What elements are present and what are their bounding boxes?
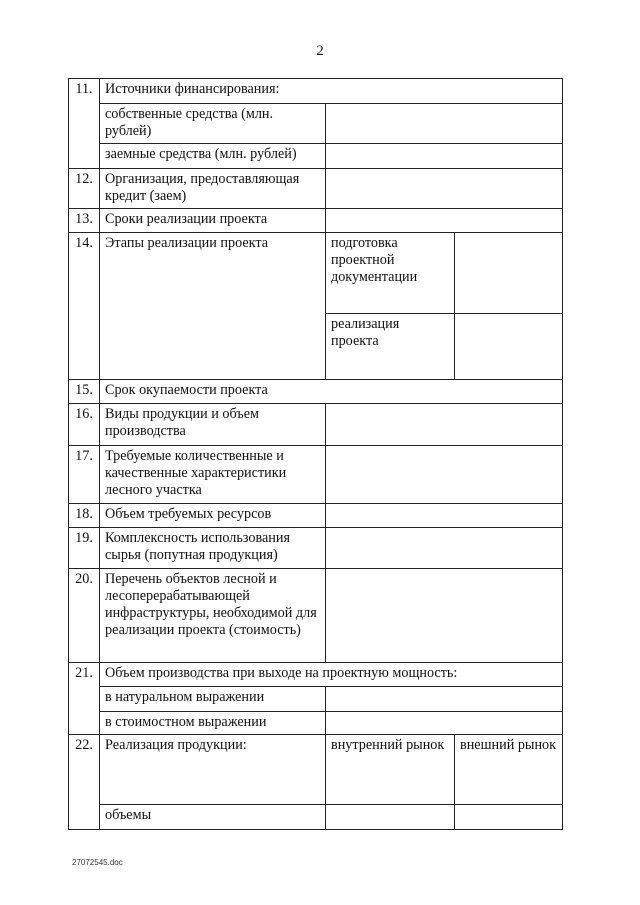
sub-label: объемы (100, 805, 326, 830)
sub-label: в стоимостном выражении (100, 712, 326, 735)
row-16 (69, 404, 563, 446)
row-number: 14. (69, 233, 100, 380)
value-cell[interactable] (326, 144, 563, 169)
value-cell[interactable] (326, 104, 563, 144)
sub-label: в натуральном выражении (100, 687, 326, 712)
row-label: Реализация продукции: (100, 735, 326, 805)
row-11-own-funds (69, 104, 563, 144)
row-17 (69, 446, 563, 504)
row-18 (69, 504, 563, 528)
row-14 (69, 233, 563, 314)
row-22 (69, 735, 563, 805)
sub-label: собственные средства (млн. рублей) (100, 104, 326, 144)
value-cell[interactable] (326, 687, 563, 712)
value-cell[interactable] (326, 446, 563, 504)
file-code: 27072545.doc (72, 858, 123, 867)
row-number: 22. (69, 735, 100, 830)
row-number: 15. (69, 380, 100, 404)
value-cell[interactable] (326, 712, 563, 735)
row-label: Перечень объектов лесной и лесоперерабатывающей инфраструктуры, необходимой для реализации проекта (стоимость) (100, 569, 326, 663)
row-13 (69, 209, 563, 233)
row-label: Сроки реализации проекта (100, 209, 326, 233)
row-12 (69, 169, 563, 209)
row-22-volumes (69, 805, 563, 830)
row-21-natural (69, 687, 563, 712)
row-number: 18. (69, 504, 100, 528)
page-number: 2 (316, 43, 324, 59)
value-cell[interactable] (326, 569, 563, 663)
row-20 (69, 569, 563, 663)
row-number: 16. (69, 404, 100, 446)
row-label: Требуемые количественные и качественные характеристики лесного участка (100, 446, 326, 504)
row-number: 13. (69, 209, 100, 233)
stage-label: реализация проекта (326, 314, 455, 380)
row-number: 11. (69, 79, 100, 169)
row-number: 19. (69, 528, 100, 569)
row-label: Объем производства при выходе на проектную мощность: (100, 663, 563, 687)
value-cell[interactable] (326, 404, 563, 446)
row-number: 12. (69, 169, 100, 209)
stage-label: подготовка проектной документации (326, 233, 455, 314)
row-11 (69, 79, 563, 104)
row-label: Комплексность использования сырья (попутная продукция) (100, 528, 326, 569)
row-19 (69, 528, 563, 569)
market-label-foreign: внешний рынок (455, 735, 563, 805)
row-number: 21. (69, 663, 100, 735)
value-cell[interactable] (455, 314, 563, 380)
value-cell[interactable] (326, 805, 455, 830)
row-label: Объем требуемых ресурсов (100, 504, 326, 528)
value-cell[interactable] (326, 528, 563, 569)
sub-label: заемные средства (млн. рублей) (100, 144, 326, 169)
row-label: Организация, предоставляющая кредит (заем) (100, 169, 326, 209)
row-label: Этапы реализации проекта (100, 233, 326, 380)
value-cell[interactable] (326, 209, 563, 233)
value-cell[interactable] (455, 805, 563, 830)
row-21-monetary (69, 712, 563, 735)
value-cell[interactable] (326, 169, 563, 209)
market-label-domestic: внутренний рынок (326, 735, 455, 805)
project-info-table (68, 78, 563, 830)
row-label: Виды продукции и объем производства (100, 404, 326, 446)
row-number: 17. (69, 446, 100, 504)
value-cell[interactable] (455, 233, 563, 314)
row-label: Срок окупаемости проекта (100, 380, 563, 404)
row-15 (69, 380, 563, 404)
row-21 (69, 663, 563, 687)
row-label: Источники финансирования: (100, 79, 563, 104)
row-number: 20. (69, 569, 100, 663)
row-11-borrowed-funds (69, 144, 563, 169)
value-cell[interactable] (326, 504, 563, 528)
